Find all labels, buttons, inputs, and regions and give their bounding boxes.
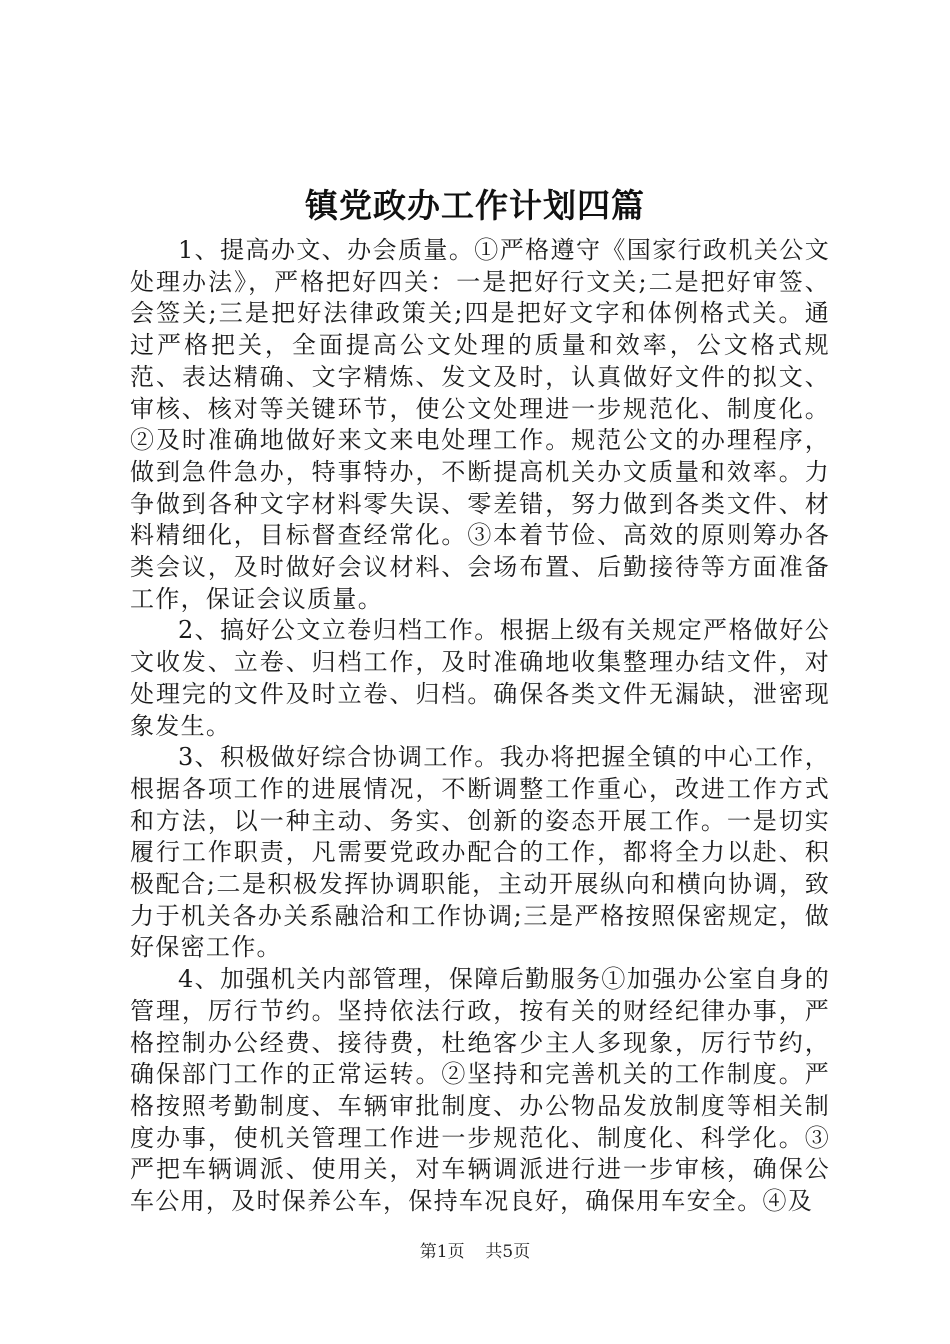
page-footer	[0, 1240, 950, 1264]
paragraph-4: 4、加强机关内部管理，保障后勤服务①加强办公室自身的管理，厉行节约。坚持依法行政，按有关的财经纪律办事，严格控制办公经费、接待费，杜绝客少主人多现象，厉行节约，确保部门工作的正常运转。②坚持和完善机关的工作制度。严格按照考勤制度、车辆审批制度、办公物品发放制度等相关制度办事，使机关管理工作进一步规范化、制度化、科学化。③严把车辆调派、使用关，对车辆调派进行进一步审核，确保公车公用，及时保养公车，保持车况良好，确保用车安全。④及	[130, 965, 830, 1216]
paragraph-3: 3、积极做好综合协调工作。我办将把握全镇的中心工作，根据各项工作的进展情况，不断调整工作重心，改进工作方式和方法，以一种主动、务实、创新的姿态开展工作。一是切实履行工作职责，凡需要党政办配合的工作，都将全力以赴、积极配合;二是积极发挥协调职能，主动开展纵向和横向协调，致力于机关各办关系融洽和工作协调;三是严格按照保密规定，做好保密工作。	[130, 743, 830, 962]
paragraph-2: 2、搞好公文立卷归档工作。根据上级有关规定严格做好公文收发、立卷、归档工作，及时准确地收集整理办结文件，对处理完的文件及时立卷、归档。确保各类文件无漏缺，泄密现象发生。	[130, 616, 830, 740]
document-title: 镇党政办工作计划四篇	[305, 186, 645, 225]
page-number: 第1页	[419, 1242, 465, 1262]
page-total: 共5页	[485, 1242, 531, 1262]
paragraph-1: 1、提高办文、办会质量。①严格遵守《国家行政机关公文处理办法》，严格把好四关：一是把好行文关;二是把好审签、会签关;三是把好法律政策关;四是把好文字和体例格式关。通过严格把关，全面提高公文处理的质量和效率，公文格式规范、表达精确、文字精炼、发文及时，认真做好文件的拟文、审核、核对等关键环节，使公文处理进一步规范化、制度化。②及时准确地做好来文来电处理工作。规范公文的办理程序，做到急件急办，特事特办，不断提高机关办文质量和效率。力争做到各种文字材料零失误、零差错，努力做到各类文件、材料精细化，目标督查经常化。③本着节俭、高效的原则筹办各类会议，及时做好会议材料、会场布置、后勤接待等方面准备工作，保证会议质量。	[130, 236, 830, 613]
document-body	[130, 235, 830, 1218]
